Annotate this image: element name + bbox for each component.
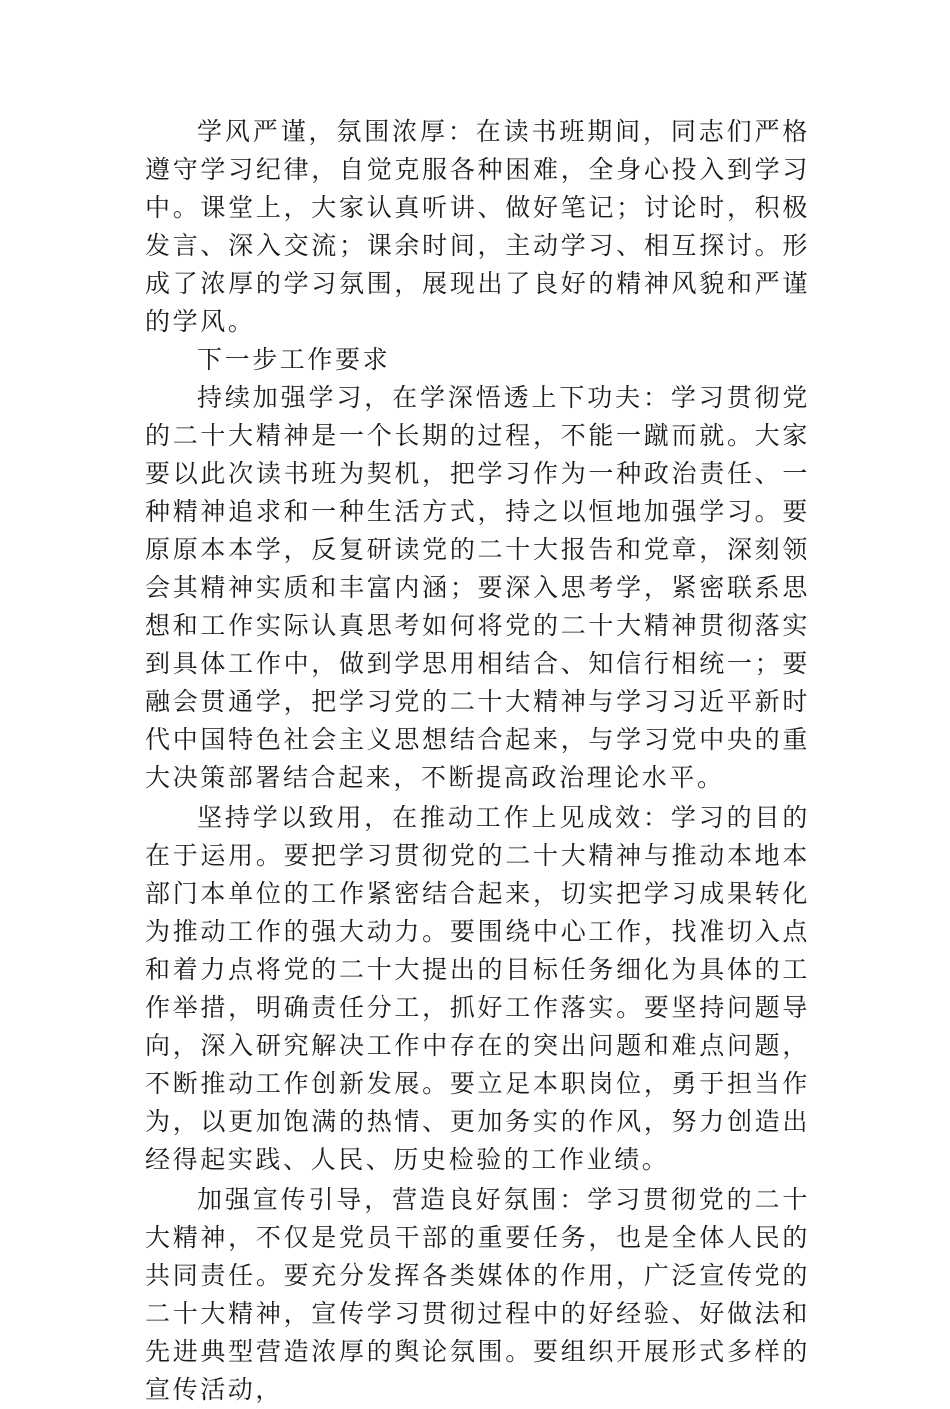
section-heading-next-steps: 下一步工作要求 (197, 345, 391, 374)
paragraph-apply-learning: 坚持学以致用，在推动工作上见成效：学习的目的在于运用。要把学习贯彻党的二十大精神与推动本地本部门本单位的工作紧密结合起来，切实把学习成果转化为推动工作的强大动力。要围绕中心工作，找准切入点和着力点将党的二十大提出的目标任务细化为具体的工作举措，明确责任分工，抓好工作落实。要坚持问题导向，深入研究解决工作中存在的突出问题和难点问题，不断推动工作创新发展。要立足本职岗位，勇于担当作为，以更加饱满的热情、更加务实的作风，努力创造出经得起实践、人民、历史检验的工作业绩。 (145, 803, 810, 1174)
paragraph-continue-learning: 持续加强学习，在学深悟透上下功夫：学习贯彻党的二十大精神是一个长期的过程，不能一蹴而就。大家要以此次读书班为契机，把学习作为一种政治责任、一种精神追求和一种生活方式，持之以恒地加强学习。要原原本本学，反复研读党的二十大报告和党章，深刻领会其精神实质和丰富内涵；要深入思考学，紧密联系思想和工作实际认真思考如何将党的二十大精神贯彻落实到具体工作中，做到学思用相结合、知信行相统一；要融会贯通学，把学习党的二十大精神与学习习近平新时代中国特色社会主义思想结合起来，与学习党中央的重大决策部署结合起来，不断提高政治理论水平。 (145, 383, 810, 792)
document-page (145, 113, 810, 1409)
paragraph-publicity-guidance: 加强宣传引导，营造良好氛围：学习贯彻党的二十大精神，不仅是党员干部的重要任务，也是全体人民的共同责任。要充分发挥各类媒体的作用，广泛宣传党的二十大精神，宣传学习贯彻过程中的好经验、好做法和先进典型营造浓厚的舆论氛围。要组织开展形式多样的宣传活动， (145, 1185, 810, 1404)
paragraph-study-atmosphere: 学风严谨，氛围浓厚：在读书班期间，同志们严格遵守学习纪律，自觉克服各种困难，全身心投入到学习中。课堂上，大家认真听讲、做好笔记；讨论时，积极发言、深入交流；课余时间，主动学习、相互探讨。形成了浓厚的学习氛围，展现出了良好的精神风貌和严谨的学风。 (145, 117, 810, 336)
